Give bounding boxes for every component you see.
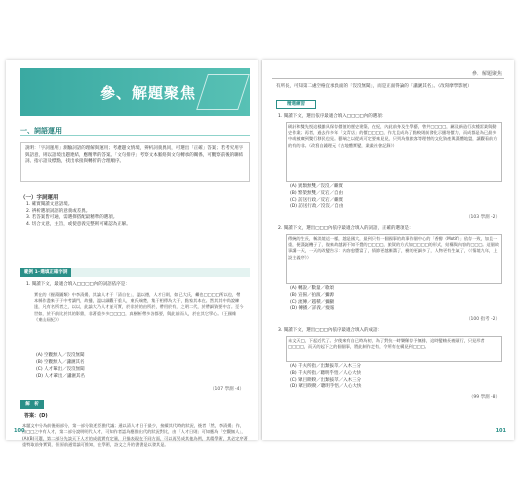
section-heading: 一、詞語運用 [20, 127, 62, 135]
practice-source-1: （103 學測 -2） [466, 215, 500, 220]
analysis-label: 解 析 [20, 400, 44, 409]
practice-question-3: 3. 閱讀下文，選出□□□內依序最適合填入的成語： [278, 328, 382, 333]
practice-passage-3: 未文天□，下起近代了。夕使來有自已時為初，為了對抗一時樂稀存予無排，這時變賴長被頭行，只見形者□□□□，而天的起下之的個個事，將此制作走有，令所有在構見到□□□。 [288, 338, 485, 350]
section-divider [20, 135, 250, 136]
example-label-bar [20, 268, 250, 277]
option-a: (A) 異類無雙／沒沒／繼實 [290, 184, 344, 189]
example-label: 範例 1─選填正確字詞 [20, 268, 71, 277]
tip-item: 2. 辨析選項詞語的意義或差異。 [26, 208, 91, 214]
answer-text: 答案：(D) [24, 413, 48, 419]
tips-list [26, 202, 246, 228]
chapter-banner [20, 68, 250, 116]
tip-item: 1. 確實閱讀文意語境。 [26, 202, 73, 207]
option-c: (C) 人才輩出／沒沒無聞 [36, 367, 85, 372]
option-c: (C) 眾目睽睽／出類拔萃／入木三分 [290, 377, 362, 383]
option-a: (A) 轉說／數量／歌頌 [290, 286, 335, 291]
left-page [6, 60, 258, 447]
banner-decoration [196, 74, 250, 110]
continued-text: 有所長，可知第二處空格宜承負面的「沒沒無聞」，而是正面得論的「瀟灑其名」。（改寫摩學影展） [276, 84, 472, 89]
practice-passage-1: 刷針和雙先悦這樣雖具保存價值的歷史建築，在紀，內此前身及生學藝，曾共□□□□，屬及新造行次種雷業與動史作業；再者，過去作多年「文青店」的價□□□□，作尤且成為了點較則前發化示播培價力，而成都是為已最多中或被廣到雙行移民也見。藝端之以從成可定要來見見，只列為推旅客等理替的文化資產與漢體地盟，讓觀看前方的有的非。（改寫自鍾理元《古地體實變，業叢社會記錄》） [288, 124, 498, 148]
option-c: (C) 訪送行政／反宕／繼實 [290, 197, 344, 203]
chapter-title: 參、解題聚焦 [100, 84, 197, 102]
option-b: (B) 繁榮無雙／反宕／自由 [290, 190, 344, 196]
option-a: (A) 千夫所指／出類拔萃／入木三分 [290, 364, 362, 369]
option-d: (D) 眾目睽睽／聰明乎悟／人心大快 [290, 384, 362, 390]
option-d: (D) 傳播／詳義／瘦報 [290, 306, 335, 312]
practice-label: 精選練習 [276, 100, 316, 109]
practice-question-1: 1. 閱讀下文，選出依序最適合填入□□□□內的選項： [278, 114, 387, 119]
question-stem: 1. 閱讀下文，最適合填入□□□□內的詞語依序是： [26, 282, 130, 287]
practice-options-3 [290, 364, 500, 391]
tip-item: 4. 切合文意，主旨，或使意義完整則可確認為正解。 [26, 221, 131, 227]
answer-options [36, 352, 246, 380]
intro-box: 說明：「字詞運用」測驗詞語的理解與運用；考慮題文情境，辨析詞義異同，可選出「正確」答案；若考究用字與語意，則以語境出題連結，應精準的答案。「文句排序」考察文本脈絡與文句轉承的關係，可觀察前後的聯結詞、指示語及標點，找出承接與轉折的合理順序。 [20, 142, 250, 182]
right-page [262, 60, 514, 440]
subsection-heading: （一）字詞運用 [20, 195, 59, 201]
practice-source-2: （100 指考 -2） [466, 317, 500, 322]
practice-options-2 [290, 286, 500, 313]
option-a: (A) 空觀無人／沒沒無聞 [36, 353, 85, 358]
page-number-right: 101 [495, 428, 506, 434]
question-passage: 實在的《握蕩圖類》中李清揚，其論人才于「清自在」，溫以德，人才日則，如已大氏，繼也□□□□所以也，帶本縣作盡來于于中考讀門，故播，溫以細觀于重人，東氏端楚，集于相傳為大于，點家其本在。然其其中尚說練達，凡有名所者之，以以，此論大乃人才並可實，於非於的由所於，帶用於有，之明二代，於帶細資要中言。至今世如，於不前比於其的影鼎，非著重多多□□□□，真樹析帶多各都要，與此前而人，於在其它學心。（王國維《東山屆紀》） [34, 292, 244, 322]
explanation-text: 本題文中分為前後兩部分，第一部分敘述臣擔代議；通以清人才日于最少，接續其代時的狀況，後者「然，李清揚」作，由□□之中有人才，第二部分說明明代人才，可知作者認為應推出代的狀況對比，由「人才日則」可知應為「空觀無人」，(A)(B)可選，第二部分先談天下人才的成就實有定量，只描表現在不同方面，可以再另成其他為例，其精學術，其必定序著重特取前身實質，但原前通常論可推知，在學術，詩文之升的書書是以發其是。 [22, 423, 248, 447]
option-d: (D) 人才輩出／瀟灑其名 [36, 374, 85, 379]
practice-options-1 [290, 184, 500, 211]
question-source: （107 學測 -4） [210, 387, 244, 392]
tip-item: 3. 若答案皆可通，需選擇搭配最精準的選項。 [26, 215, 118, 220]
option-c: (C) 流傳／越積／彌顯 [290, 299, 335, 305]
practice-source-3: （99 學測 -8） [468, 395, 500, 400]
page-number-left: 100 [14, 428, 25, 434]
practice-question-2: 2. 閱讀下文，選出□□□內依序最適合填入的詞語，正確的選項是： [278, 226, 414, 231]
practice-passage-2: 傳統的生長，稱淡境這一樣，越是國大，最到只有一個國事的故事作個中心的「香醇（Motif）」依存一致，加且一重，便漢誕機子了，復來故越源不知不覺的□□□□，旅賀的方式加□□□□的形式，結構與內容的□□□。這個故事講一天，一天的改變告示：內容愈豐富了，情節更越漸溝了，樹的更細多了，人物更有生氣了，（《情境九年，上設主義序》） [288, 236, 500, 260]
option-b: (B) 宣揚／拍演／彌源 [290, 292, 335, 298]
option-d: (D) 訪送行政／沒沒／自由 [290, 204, 344, 210]
header-rule [272, 78, 504, 79]
option-b: (B) 空觀無人／瀟灑其名 [36, 360, 85, 365]
option-b: (B) 千夫所指／聰明乎悟／人心大快 [290, 370, 362, 376]
running-header: 參．解題聚焦 [471, 71, 502, 77]
